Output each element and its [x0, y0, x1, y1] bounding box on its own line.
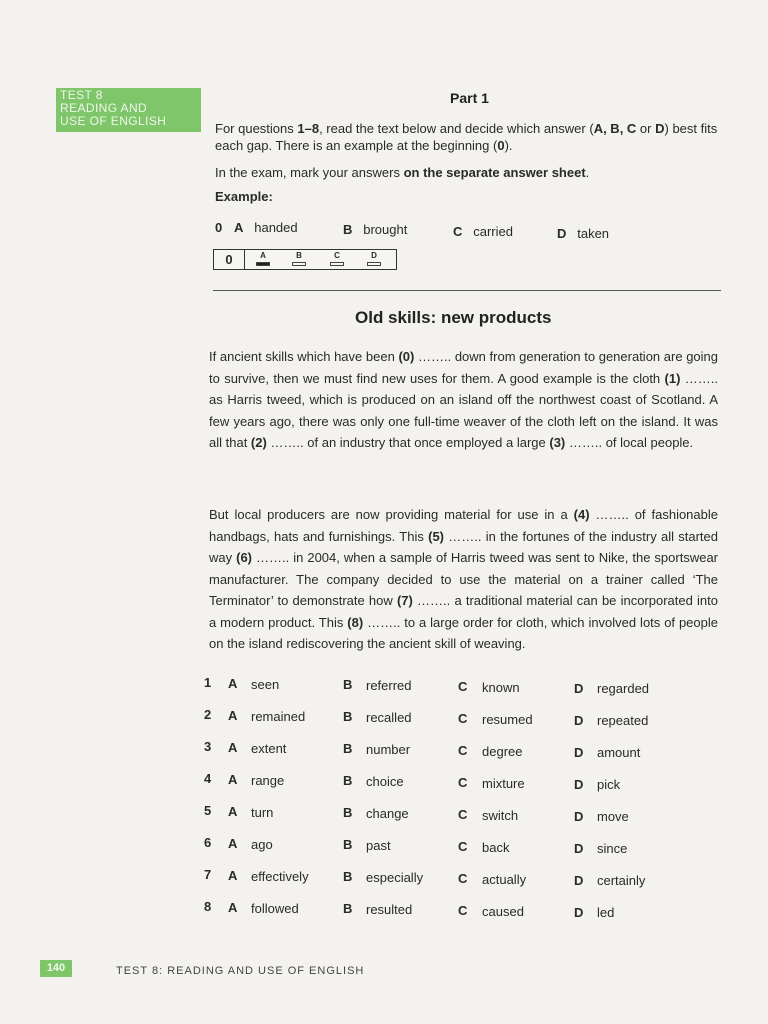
option-word-d[interactable]: since [597, 841, 628, 856]
article-paragraph-2 [209, 504, 718, 655]
option-word-b[interactable]: number [366, 742, 411, 757]
option-letter-b[interactable]: B [343, 837, 353, 852]
option-letter-a[interactable]: A [228, 836, 238, 851]
option-letter-c[interactable]: C [458, 839, 468, 854]
paragraph-text: If ancient skills which have been [209, 349, 399, 364]
instructions-answer-sheet: In the exam, mark your answers on the separate answer sheet. [215, 165, 590, 180]
example-option-c: C carried [453, 224, 513, 239]
page-number: 140 [40, 960, 72, 977]
question-number: 2 [204, 707, 212, 722]
option-word-a[interactable]: followed [251, 901, 299, 916]
gap-number: (2) [250, 435, 267, 450]
answer-option-d[interactable]: D [365, 251, 383, 266]
option-letter-c[interactable]: C [458, 711, 468, 726]
option-letter-c[interactable]: C [458, 903, 468, 918]
paragraph-text: But local producers are now providing material for use in a [209, 507, 574, 522]
option-word-a[interactable]: turn [251, 805, 274, 820]
part-title: Part 1 [450, 90, 489, 106]
option-letter-d[interactable]: D [574, 681, 584, 696]
option-letter-b[interactable]: B [343, 741, 353, 756]
question-row [0, 867, 768, 887]
option-word-d[interactable]: repeated [597, 713, 649, 728]
example-option-d: D taken [557, 226, 610, 241]
paragraph-text: …….. of an industry that once employed a large [266, 435, 550, 450]
option-word-c[interactable]: mixture [482, 776, 525, 791]
option-word-d[interactable]: pick [597, 777, 621, 792]
option-letter-d[interactable]: D [574, 841, 584, 856]
option-letter-d[interactable]: D [574, 809, 584, 824]
running-footer: TEST 8: READING AND USE OF ENGLISH [116, 965, 365, 977]
option-word-b[interactable]: referred [366, 678, 412, 693]
option-letter-d[interactable]: D [574, 777, 584, 792]
tab-line: TEST 8 [60, 88, 103, 102]
option-word-a[interactable]: effectively [251, 869, 309, 884]
option-letter-b[interactable]: B [343, 773, 353, 788]
question-number: 3 [204, 739, 212, 754]
paragraph-text: …….. of fashionable handbags, hats and furnishings. This [209, 507, 718, 544]
option-letter-c[interactable]: C [458, 679, 468, 694]
question-number: 5 [204, 803, 212, 818]
tab-line: USE OF ENGLISH [60, 114, 167, 128]
option-letter-a[interactable]: A [228, 772, 238, 787]
answer-option-a[interactable]: A [254, 251, 272, 266]
option-letter-d[interactable]: D [574, 873, 584, 888]
option-letter-c[interactable]: C [458, 871, 468, 886]
example-label: Example: [215, 189, 273, 204]
paragraph-text: …….. of local people. [565, 435, 694, 450]
option-word-a[interactable]: extent [251, 741, 287, 756]
paragraph-text: …….. in the fortunes of the industry all started way [209, 528, 718, 565]
option-letter-d[interactable]: D [574, 905, 584, 920]
option-word-c[interactable]: back [482, 840, 510, 855]
paragraph-text: …….. to a large order for cloth, which involved lots of people on the island rediscovering the ancient skill of weaving. [209, 614, 718, 651]
question-row [0, 803, 768, 823]
option-letter-c[interactable]: C [458, 807, 468, 822]
answer-box-number: 0 [214, 250, 245, 269]
example-option-b: B brought [343, 222, 408, 237]
option-word-b[interactable]: change [366, 806, 409, 821]
answer-bubble [367, 262, 381, 266]
section-divider [213, 290, 721, 291]
instructions-text: For questions 1–8, read the text below and decide which answer (A, B, C or D) best fits each gap. There is an example at the beginning (0). [215, 121, 718, 153]
question-row [0, 739, 768, 759]
gap-number: (6) [236, 550, 253, 565]
example-answer-box [213, 249, 397, 270]
option-word-d[interactable]: certainly [597, 873, 646, 888]
gap-number: (5) [428, 528, 445, 544]
question-row [0, 707, 768, 727]
question-row [0, 771, 768, 791]
option-word-c[interactable]: caused [482, 904, 524, 919]
option-word-d[interactable]: move [597, 809, 629, 824]
option-letter-b[interactable]: B [343, 677, 353, 692]
question-number: 7 [204, 867, 212, 882]
option-word-a[interactable]: range [251, 773, 285, 788]
question-number: 1 [204, 675, 212, 690]
option-word-d[interactable]: amount [597, 745, 641, 760]
tab-line: READING AND [60, 101, 148, 115]
paragraph-text: …….. a traditional material can be incorporated into a modern product. This [209, 593, 718, 630]
question-number: 6 [204, 835, 212, 850]
option-word-b[interactable]: especially [366, 870, 424, 885]
test-section-tab [56, 88, 201, 132]
gap-number: (4) [573, 507, 590, 522]
question-row [0, 899, 768, 919]
question-number: 8 [204, 899, 212, 914]
paragraph-text: …….. in 2004, when a sample of Harris tweed was sent to Nike, the sportswear manufacturer. The company decided to use the material on a trainer called ‘The Terminator’ to demonstrate how [209, 550, 719, 608]
option-letter-b[interactable]: B [343, 709, 353, 724]
option-word-a[interactable]: ago [251, 837, 273, 852]
question-number: 4 [204, 771, 212, 786]
paragraph-text: …….. down from generation to generation are going to survive, then we must find new uses for them. A good example is the cloth [209, 349, 719, 386]
option-word-c[interactable]: known [482, 680, 520, 695]
option-word-c[interactable]: degree [482, 744, 523, 759]
example-number: 0 [215, 220, 223, 235]
gap-number: (0) [398, 349, 415, 364]
answer-option-b[interactable]: B [290, 251, 308, 266]
option-word-d[interactable]: led [597, 905, 615, 920]
article-title: Old skills: new products [355, 308, 552, 327]
option-letter-d[interactable]: D [574, 713, 584, 728]
option-word-a[interactable]: seen [251, 677, 280, 692]
option-letter-b[interactable]: B [343, 869, 353, 884]
question-row [0, 835, 768, 855]
example-option-a: A handed [234, 220, 298, 235]
option-letter-a[interactable]: A [228, 708, 238, 723]
option-word-c[interactable]: switch [482, 808, 519, 823]
option-letter-a[interactable]: A [228, 676, 238, 691]
option-word-b[interactable]: past [366, 838, 391, 853]
option-letter-a[interactable]: A [228, 868, 238, 883]
option-letter-a[interactable]: A [228, 804, 238, 819]
paragraph-text: …….. as Harris tweed, which is produced on an island off the northwest coast of Scotland. A few years ago, there was only one full-time weaver of the cloth left on the island. It was all that [209, 370, 718, 450]
option-letter-b[interactable]: B [343, 805, 353, 820]
option-word-d[interactable]: regarded [597, 681, 650, 696]
option-letter-c[interactable]: C [458, 775, 468, 790]
gap-number: (3) [549, 435, 566, 450]
option-letter-b[interactable]: B [343, 901, 353, 916]
gap-number: (7) [396, 593, 413, 608]
question-row [0, 675, 768, 695]
option-letter-d[interactable]: D [574, 745, 584, 760]
answer-bubble [292, 262, 306, 266]
option-word-c[interactable]: resumed [482, 712, 533, 727]
answer-bubble-filled [256, 262, 270, 266]
gap-number: (1) [664, 370, 681, 386]
option-letter-a[interactable]: A [228, 900, 238, 915]
option-letter-a[interactable]: A [228, 740, 238, 755]
gap-number: (8) [347, 614, 364, 630]
answer-bubble [330, 262, 344, 266]
option-word-b[interactable]: choice [366, 774, 404, 789]
option-word-a[interactable]: remained [251, 709, 306, 724]
option-word-c[interactable]: actually [482, 872, 527, 887]
option-word-b[interactable]: recalled [366, 710, 412, 725]
answer-option-c[interactable]: C [328, 251, 346, 266]
article-paragraph-1 [209, 346, 718, 454]
option-word-b[interactable]: resulted [366, 902, 413, 917]
option-letter-c[interactable]: C [458, 743, 468, 758]
